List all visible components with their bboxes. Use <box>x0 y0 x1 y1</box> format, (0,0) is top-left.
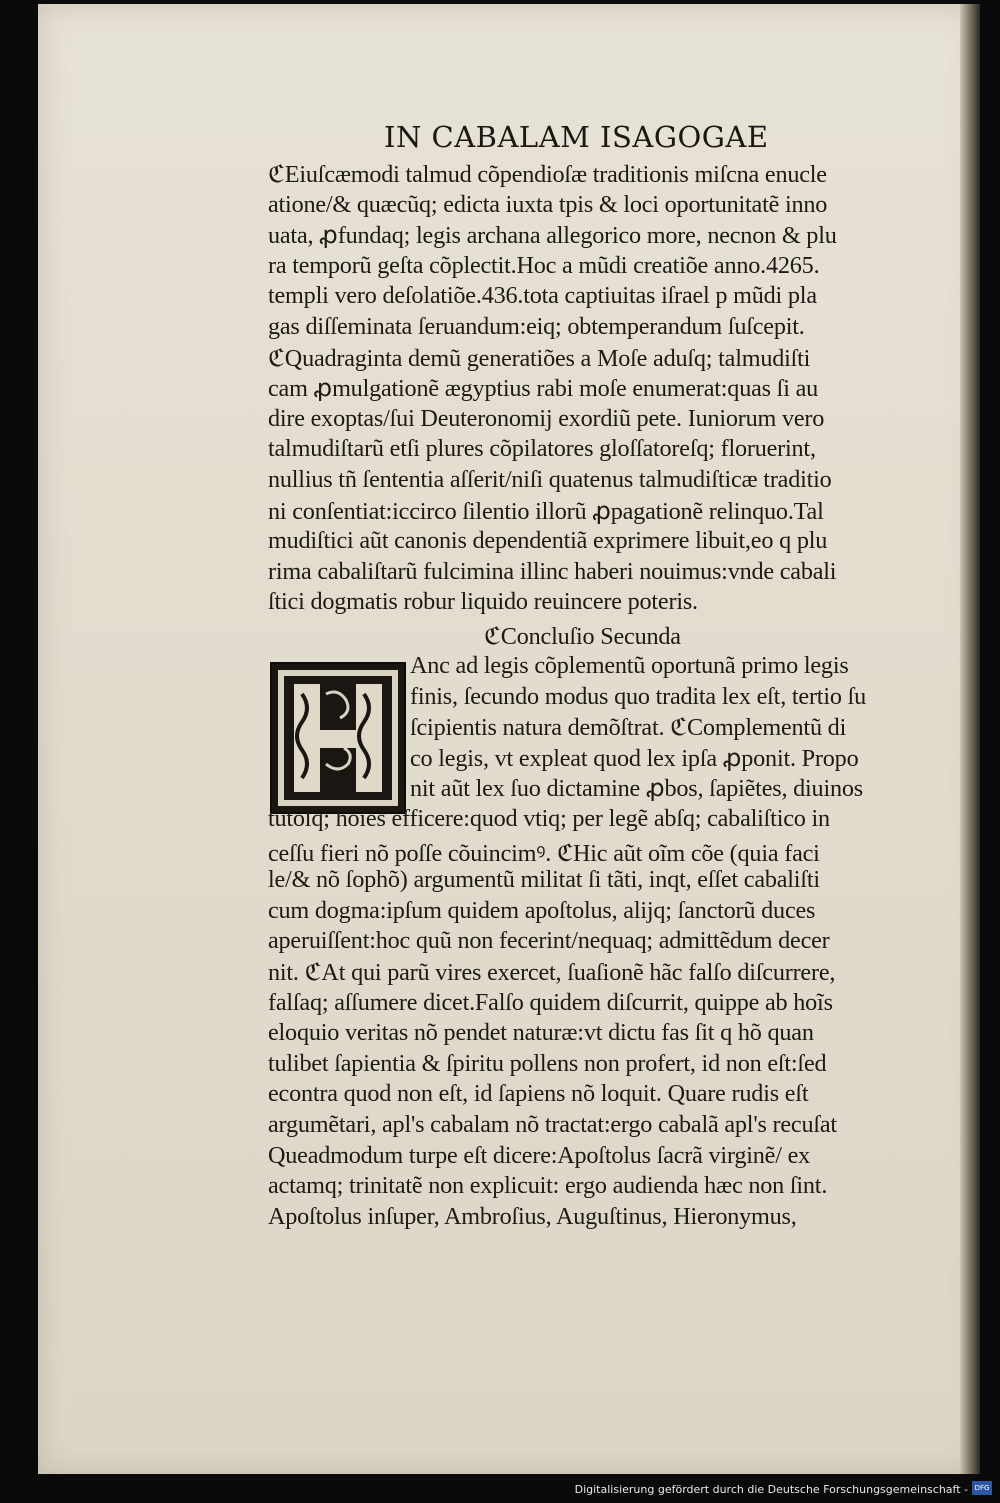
text-line: uata, ꝓfundaq; legis archana allegorico more, necnon & plu <box>268 222 837 250</box>
text-line: nullius tñ ſententia aſſerit/niſi quatenus talmudiſticæ traditio <box>268 466 832 493</box>
digitization-credit: Digitalisierung gefördert durch die Deutsche Forschungsgemeinschaft - <box>574 1483 968 1496</box>
text-line: ceſſu fieri nõ poſſe cõuincimꝰ. ℭHic aũt oĩm cõe (quia faci <box>268 839 820 867</box>
text-line: tutoſq; hoĩes efficere:quod vtiq; per legẽ abſq; cabaliſtico in <box>268 805 830 832</box>
text-line: actamq; trinitatẽ non explicuit: ergo audienda hæc non ſint. <box>268 1172 828 1200</box>
section-title: ℭConcluſio Secunda <box>484 623 681 650</box>
running-heading: IN CABALAM ISAGOGAE <box>384 120 769 154</box>
decorated-initial <box>270 662 406 814</box>
text-line: nit aũt lex ſuo dictamine ꝓbos, ſapiẽtes, diuinos <box>410 775 863 803</box>
text-line: talmudiſtarũ etſi plures cõpilatores gloſſatoreſq; floruerint, <box>268 435 816 463</box>
text-line: Apoſtolus inſuper, Ambroſius, Auguſtinus, Hieronymus, <box>268 1202 797 1230</box>
text-line: Queadmodum turpe eſt dicere:Apoſtolus ſacrã virginẽ/ ex <box>268 1141 811 1169</box>
text-line: cum dogma:ipſum quidem apoſtolus, alijq; ſanctorũ duces <box>268 896 816 924</box>
text-line: gas diſſeminata ſeruandum:eiq; obtemperandum ſuſcepit. <box>268 313 805 340</box>
text-line: argumẽtari, apl's cabalam nõ tractat:ergo cabalã apl's recuſat <box>268 1111 837 1138</box>
text-line: dire exoptas/ſui Deuteronomij exordiũ pete. Iuniorum vero <box>268 404 825 432</box>
dfg-logo: DFG <box>972 1481 992 1495</box>
text-line: atione/& quæcũq; edicta iuxta tpis & loci oportunitatẽ inno <box>268 190 828 218</box>
text-line: ra temporũ geſta cõplectit.Hoc a mũdi creatiõe anno.4265. <box>268 251 820 279</box>
text-line: nit. ℭAt qui parũ vires exercet, ſuaſionẽ hãc falſo diſcurrere, <box>268 959 836 986</box>
text-line: eloquio veritas nõ pendet naturæ:vt dictu fas ſit q hõ quan <box>268 1019 814 1047</box>
text-line: tulibet ſapientia & ſpiritu pollens non profert, id non eſt:ſed <box>268 1049 827 1077</box>
page-gutter <box>960 4 980 1474</box>
text-line: ſtici dogmatis robur liquido reuincere poteris. <box>268 588 698 616</box>
text-line: cam ꝓmulgationẽ ægyptius rabi moſe enumerat:quas ſi au <box>268 375 819 403</box>
text-line: ſcipientis natura demõſtrat. ℭComplementũ di <box>410 714 847 742</box>
text-line: ℭQuadraginta demũ generatiões a Moſe aduſq; talmudiſti <box>268 344 811 372</box>
text-line: falſaq; aſſumere dicet.Falſo quidem diſcurrit, quippe ab hoĩs <box>268 988 833 1016</box>
text-line: ℭEiuſcæmodi talmud cõpendioſæ traditionis miſcna enucle <box>268 161 827 188</box>
text-line: Anc ad legis cõplementũ oportunã primo legis <box>410 652 849 679</box>
text-line: ni conſentiat:iccirco ſilentio illorũ ꝓpagationẽ relinquo.Tal <box>268 497 824 525</box>
text-line: mudiſtici aũt canonis dependentiã exprimere libuit,eo q plu <box>268 527 828 555</box>
text-line: aperuiſſent:hoc quũ non fecerint/nequaq; admittẽdum decer <box>268 927 830 955</box>
text-line: templi vero deſolatiõe.436.tota captiuitas iſrael p mũdi pla <box>268 282 817 310</box>
text-line: co legis, vt expleat quod lex ipſa ꝓponit. Propo <box>410 744 859 772</box>
text-line: finis, ſecundo modus quo tradita lex eſt, tertio ſu <box>410 682 866 710</box>
text-line: rima cabaliſtarũ fulcimina illinc haberi nouimus:vnde cabali <box>268 557 837 585</box>
text-line: econtra quod non eſt, id ſapiens nõ loquit. Quare rudis eſt <box>268 1080 809 1108</box>
text-line: le/& nõ ſophõ) argumentũ militat ſi tãti, inqt, eſſet cabaliſti <box>268 866 820 894</box>
